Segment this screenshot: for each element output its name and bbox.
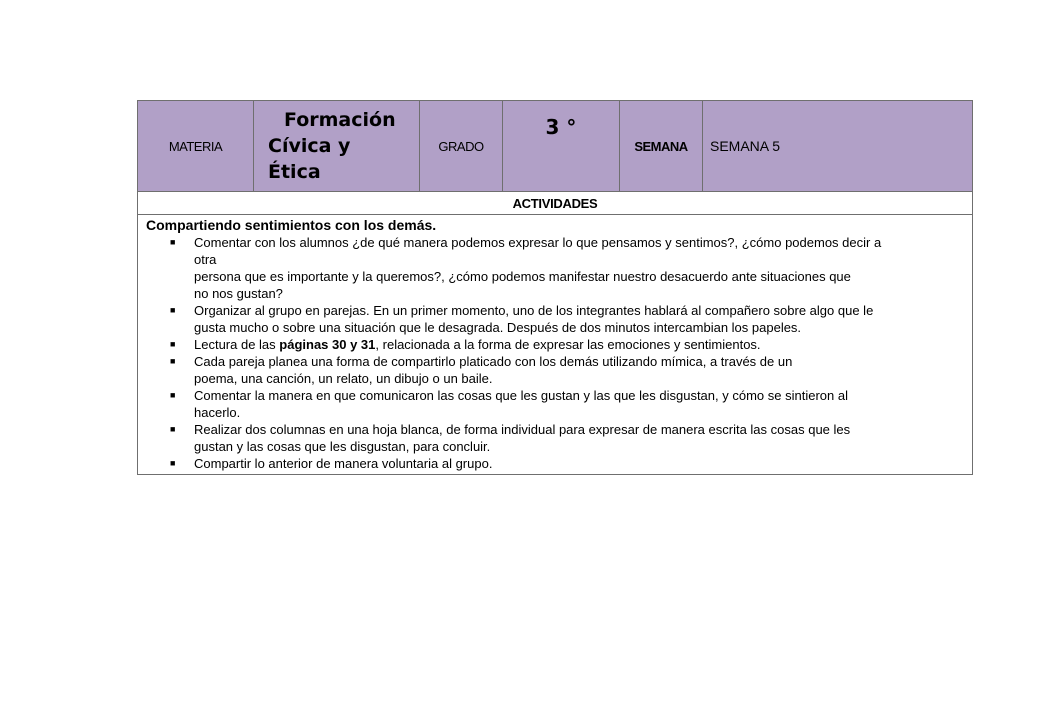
activity-text-bold: páginas 30 y 31 bbox=[279, 337, 376, 352]
materia-label: MATERIA bbox=[138, 101, 254, 192]
activity-title: Compartiendo sentimientos con los demás. bbox=[146, 217, 437, 233]
activity-line: Organizar al grupo en parejas. En un primer momento, uno de los integrantes hablará al compañero sobre algo que le bbox=[194, 303, 874, 318]
materia-value-line1: Formación bbox=[284, 109, 396, 131]
activity-line: Compartir lo anterior de manera voluntaria al grupo. bbox=[194, 456, 493, 471]
grado-value: 3 ° bbox=[503, 101, 620, 192]
header-row bbox=[138, 101, 973, 192]
activities-cell bbox=[138, 215, 973, 475]
activity-list bbox=[146, 234, 962, 472]
bullet-icon: ■ bbox=[170, 237, 176, 247]
bullet-icon: ■ bbox=[170, 305, 176, 315]
list-item bbox=[170, 421, 962, 455]
activity-text-suffix: , relacionada a la forma de expresar las emociones y sentimientos. bbox=[375, 337, 761, 352]
semana-value: SEMANA 5 bbox=[703, 101, 973, 192]
activities-row bbox=[138, 215, 973, 475]
bullet-icon: ■ bbox=[170, 390, 176, 400]
activity-line: otra bbox=[194, 252, 217, 267]
activity-line bbox=[194, 336, 962, 353]
bullet-icon: ■ bbox=[170, 356, 176, 366]
bullet-icon: ■ bbox=[170, 458, 176, 468]
activity-line: no nos gustan? bbox=[194, 286, 283, 301]
activity-line: Comentar con los alumnos ¿de qué manera podemos expresar lo que pensamos y sentimos?, ¿cómo podemos decir a bbox=[194, 235, 882, 250]
materia-value-line3: Ética bbox=[268, 161, 321, 183]
grado-label: GRADO bbox=[420, 101, 503, 192]
list-item bbox=[170, 387, 962, 421]
bullet-icon: ■ bbox=[170, 424, 176, 434]
semana-label: SEMANA bbox=[620, 101, 703, 192]
bullet-icon: ■ bbox=[170, 339, 176, 349]
lesson-plan-table bbox=[137, 100, 973, 475]
activity-text-prefix: Lectura de las bbox=[194, 337, 280, 352]
materia-value bbox=[254, 101, 420, 192]
activity-line: Realizar dos columnas en una hoja blanca, de forma individual para expresar de manera escrita las cosas que les bbox=[194, 422, 851, 437]
list-item bbox=[170, 302, 962, 336]
activity-line: hacerlo. bbox=[194, 405, 241, 420]
section-row bbox=[138, 192, 973, 215]
activity-line: gustan y las cosas que les disgustan, para concluir. bbox=[194, 439, 491, 454]
activity-line: gusta mucho o sobre una situación que le desagrada. Después de dos minutos intercambian los papeles. bbox=[194, 320, 802, 335]
activity-line: Comentar la manera en que comunicaron las cosas que les gustan y las que les disgustan, y cómo se sintieron al bbox=[194, 388, 848, 403]
list-item bbox=[170, 234, 962, 302]
lesson-plan-sheet bbox=[137, 100, 972, 475]
list-item bbox=[170, 336, 962, 353]
list-item bbox=[170, 455, 962, 472]
activity-line: persona que es importante y la queremos?, ¿cómo podemos manifestar nuestro desacuerdo ante situaciones que bbox=[194, 269, 851, 284]
materia-value-line2: Cívica y bbox=[268, 135, 351, 157]
activity-line: Cada pareja planea una forma de compartirlo platicado con los demás utilizando mímica, a través de un bbox=[194, 354, 793, 369]
list-item bbox=[170, 353, 962, 387]
section-title: ACTIVIDADES bbox=[138, 192, 973, 215]
activity-line: poema, una canción, un relato, un dibujo o un baile. bbox=[194, 371, 493, 386]
